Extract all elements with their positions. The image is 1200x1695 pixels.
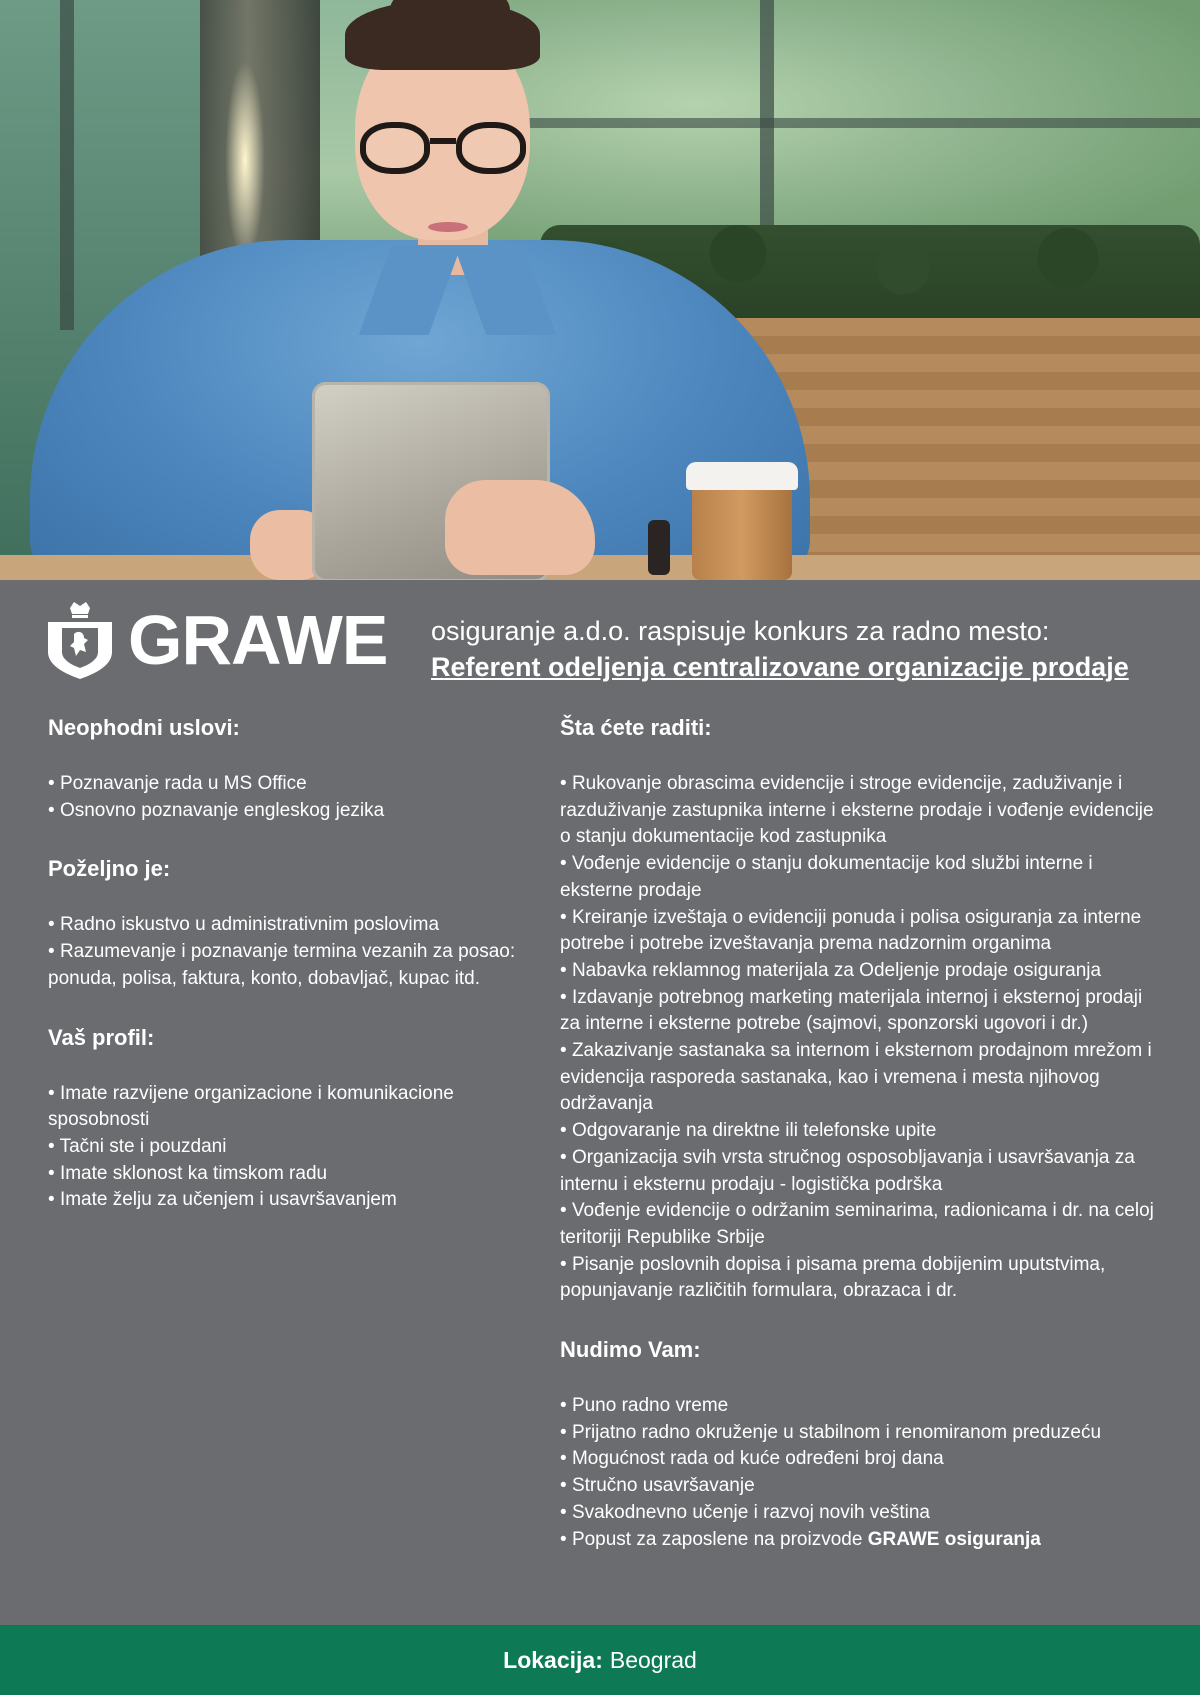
list-item: • Zakazivanje sastanaka sa internom i eksternom prodajnom mrežom i evidencija rasporeda sastanaka, kao i vremena i mesta njihovog održavanja — [560, 1038, 1160, 1118]
list-item: • Nabavka reklamnog materijala za Odeljenje prodaje osiguranja — [560, 958, 1160, 985]
list-item: • Stručno usavršavanje — [560, 1473, 1160, 1500]
location-label: Lokacija: — [503, 1646, 603, 1673]
list-item: • Imate sklonost ka timskom radu — [48, 1161, 548, 1188]
list-item: • Prijatno radno okruženje u stabilnom i renomiranom preduzeću — [560, 1420, 1160, 1447]
intro-text: osiguranje a.d.o. raspisuje konkurs za radno mesto: — [431, 616, 1050, 646]
glasses-bridge — [430, 138, 456, 144]
list-item: • Kreiranje izveštaja o evidenciji ponuda i polisa osiguranja za interne potrebe i potrebe izveštavanja prema nadzornim organima — [560, 905, 1160, 958]
profile-heading: Vaš profil: — [48, 1024, 155, 1050]
grawe-logo — [44, 600, 387, 680]
table — [0, 555, 1200, 580]
lens — [360, 122, 430, 174]
desirable-heading: Poželjno je: — [48, 856, 171, 882]
list-item: • Rukovanje obrascima evidencije i stroge evidencije, zaduživanje i razduživanje zastupnika interne i eksterne prodaje i vođenje evidencije o stanju dokumentacije kod zastupnika — [560, 771, 1160, 851]
list-item: • Pisanje poslovnih dopisa i pisama prema dobijenim uputstvima, popunjavanje različitih formulara, obrazaca i dr. — [560, 1252, 1160, 1305]
logo-wordmark: GRAWE — [128, 601, 388, 679]
list-item: • Radno iskustvo u administrativnim poslovima — [48, 912, 548, 939]
coffee-cup-lid — [686, 462, 798, 490]
list-item: • Mogućnost rada od kuće određeni broj dana — [560, 1446, 1160, 1473]
list-item — [560, 1527, 1160, 1554]
location-value: Beograd — [609, 1646, 697, 1673]
tasks-list — [560, 771, 1160, 1305]
list-item: • Izdavanje potrebnog marketing materijala internoj i eksternoj prodaji za interne i eksterne potrebe (sajmovi, sponzorski ugovori i dr.) — [560, 985, 1160, 1038]
lens — [456, 122, 526, 174]
tasks-heading: Šta ćete raditi: — [560, 715, 712, 740]
offer-list — [560, 1393, 1160, 1553]
list-item: • Organizacija svih vrsta stručnog osposobljavanja i usavršavanja za internu i eksternu prodaju - logistička podrška — [560, 1145, 1160, 1198]
desirable-list — [48, 912, 548, 992]
list-item: • Vođenje evidencije o stanju dokumentacije kod službi interne i eksterne prodaje — [560, 851, 1160, 904]
left-column — [48, 713, 548, 1214]
list-item: • Puno radno vreme — [560, 1393, 1160, 1420]
list-item: • Osnovno poznavanje engleskog jezika — [48, 798, 548, 825]
background-trees — [480, 0, 1200, 260]
hero-photo — [0, 0, 1200, 580]
list-item: • Imate razvijene organizacione i komunikacione sposobnosti — [48, 1081, 548, 1134]
coffee-cup — [692, 480, 792, 580]
glasses — [360, 122, 530, 182]
list-item: • Vođenje evidencije o održanim seminarima, radionicama i dr. na celoj teritoriji Republike Srbije — [560, 1198, 1160, 1251]
wristwatch — [648, 520, 670, 575]
list-item: • Tačni ste i pouzdani — [48, 1134, 548, 1161]
hand — [445, 480, 595, 575]
required-list — [48, 771, 548, 824]
lips — [428, 222, 468, 232]
list-item: • Razumevanje i poznavanje termina vezanih za posao: ponuda, polisa, faktura, konto, dobavljač, kupac itd. — [48, 939, 548, 992]
offer-discount-brand: GRAWE osiguranja — [867, 1528, 1041, 1550]
location-footer — [0, 1625, 1200, 1695]
required-heading: Neophodni uslovi: — [48, 715, 240, 740]
list-item: • Svakodnevno učenje i razvoj novih veština — [560, 1500, 1160, 1527]
list-item: • Imate želju za učenjem i usavršavanjem — [48, 1187, 548, 1214]
position-title: Referent odeljenja centralizovane organizacije prodaje — [431, 652, 1129, 682]
offer-heading: Nudimo Vam: — [560, 1337, 701, 1363]
offer-discount-text: Popust za zaposlene na proizvode — [571, 1528, 868, 1550]
list-item: • Odgovaranje na direktne ili telefonske upite — [560, 1118, 1160, 1145]
hair — [345, 0, 540, 70]
light-reflection — [225, 60, 265, 260]
shield-icon — [44, 600, 116, 680]
right-column — [560, 713, 1160, 1553]
profile-list — [48, 1081, 548, 1215]
window-frame — [60, 0, 74, 330]
list-item: • Poznavanje rada u MS Office — [48, 771, 548, 798]
window-frame — [500, 118, 1200, 128]
